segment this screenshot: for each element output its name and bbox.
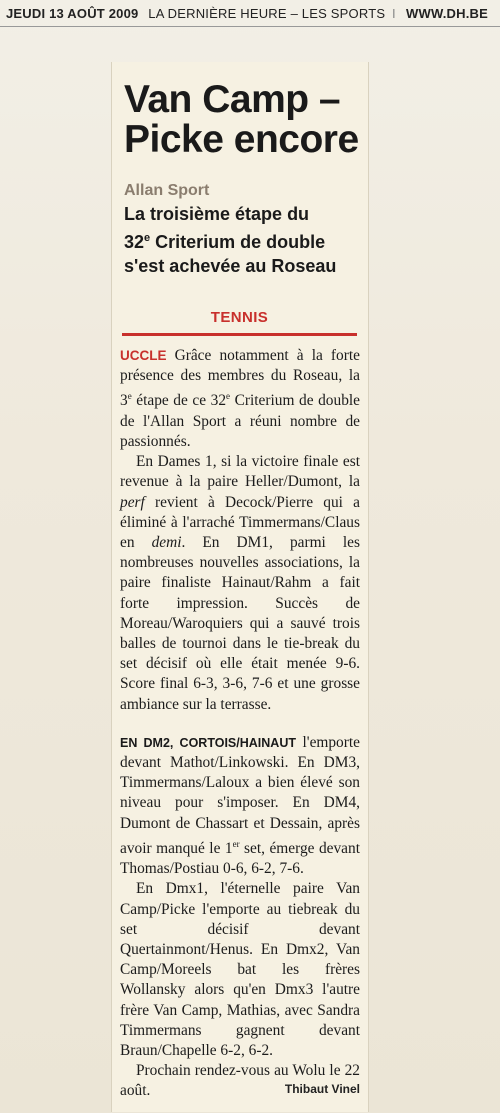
paragraph-1-text-a: Grâce notamment à la forte présence des membres du Roseau, la 3 bbox=[120, 347, 360, 410]
paragraph-3-text-a: l'emporte devant Mathot/Linkowski. En DM3, Timmermans/Laloux a bien élevé son niveau pour s'imposer. En DM4, Dumont de Chassart et Dessain, après avoir manqué le 1 bbox=[120, 733, 360, 857]
header-separator: I bbox=[392, 6, 396, 21]
article-body bbox=[120, 346, 360, 1102]
deck-ordinal: 32 bbox=[124, 232, 145, 252]
article-kicker: Allan Sport bbox=[124, 182, 210, 199]
paragraph-1-text-b: étape de ce 32 bbox=[131, 392, 227, 410]
paragraph-2-text-c: . En DM1, parmi les nombreuses nouvelles associations, la paire finaliste Hainaut/Rahm a fait forte impression. Succès de Moreau/Waroquiers qui a sauvé trois balles de tournoi dans le tie-break du set décisif où elle était menée 9-6. Score final 6-3, 3-6, 7-6 et une grosse ambiance sur la terrasse. bbox=[120, 533, 360, 713]
paragraph-5: Prochain rendez-vous au Wolu le 22 août. bbox=[120, 1062, 360, 1100]
page-header bbox=[6, 6, 496, 26]
paragraph-4: En Dmx1, l'éternelle paire Van Camp/Picke l'emporte au tiebreak du set décisif devant Quertainmont/Henus. En Dmx2, Van Camp/Moreels bat les frères Wollansky alors qu'en Dmx3 l'autre frère Van Camp, Mathias, avec Sandra Timmermans gagnent devant Braun/Chapelle 6-2, 6-2. bbox=[120, 880, 360, 1059]
paragraph-3-text-b: set, émerge devant Thomas/Postiau 0-6, 6-2, 7-6. bbox=[120, 839, 360, 878]
header-site: WWW.DH.BE bbox=[406, 6, 488, 21]
paragraph-3-sup: er bbox=[232, 838, 240, 849]
paragraph-1-sup-1: e bbox=[127, 391, 132, 402]
article-byline: Thibaut Vinel bbox=[284, 1082, 360, 1096]
deck-line-2: Criterium de double bbox=[150, 232, 326, 252]
deck-line-1: La troisième étape du bbox=[124, 204, 310, 224]
paragraph-2-em-1: perf bbox=[120, 493, 145, 511]
article-deck bbox=[124, 202, 364, 278]
article-headline: Van Camp – Picke encore bbox=[124, 78, 359, 161]
section-rule bbox=[122, 333, 357, 336]
deck-ordinal-suffix: e bbox=[144, 232, 151, 244]
paragraph-1-sup-2: e bbox=[226, 391, 231, 402]
lead-in-uccle: UCCLE bbox=[120, 348, 167, 363]
paragraph-1-text-c: Criterium de double de l'Allan Sport a réuni nombre de passionnés. bbox=[120, 392, 360, 450]
section-tag: TENNIS bbox=[210, 309, 269, 326]
lead-in-dm2: EN DM2, CORTOIS/HAINAUT bbox=[120, 735, 296, 750]
header-section: LA DERNIÈRE HEURE – LES SPORTS bbox=[148, 6, 386, 21]
header-rule bbox=[0, 26, 500, 27]
deck-line-3: s'est achevée au Roseau bbox=[124, 256, 337, 276]
paragraph-2-em-2: demi bbox=[151, 533, 182, 551]
paragraph-2 bbox=[120, 452, 360, 715]
header-date: JEUDI 13 AOÛT 2009 bbox=[6, 6, 139, 21]
paragraph-2-text-a: En Dames 1, si la victoire finale est revenue à la paire Heller/Dumont, la bbox=[120, 453, 360, 491]
paragraph-2-text-b: revient à Decock/Pierre qui a éliminé à l'arraché Timmermans/Claus en bbox=[120, 493, 360, 551]
paragraph-1 bbox=[120, 346, 360, 452]
paragraph-3 bbox=[120, 733, 360, 880]
